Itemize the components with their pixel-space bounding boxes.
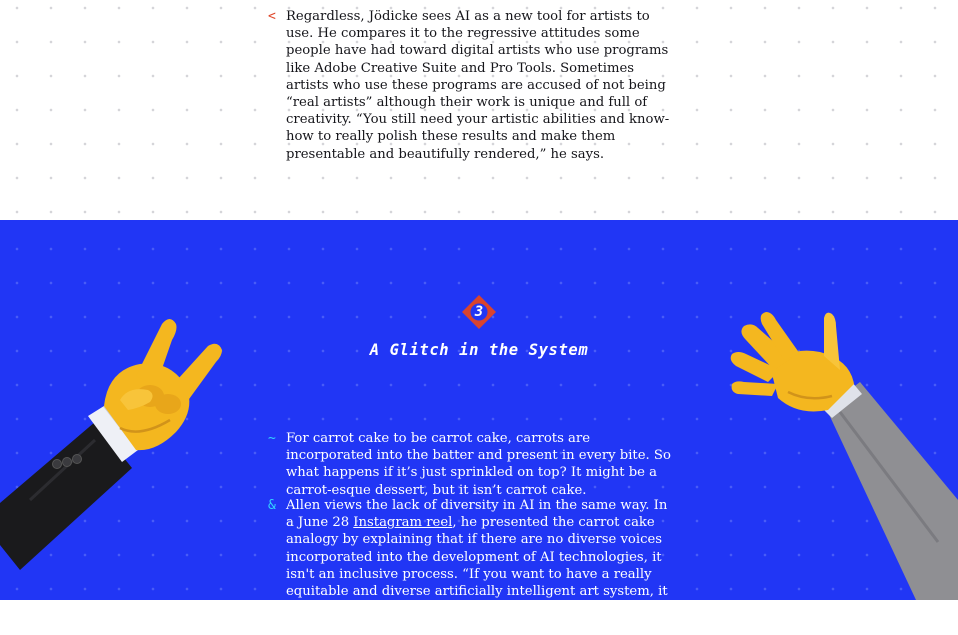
intro-paragraph-text: Regardless, Jödicke sees AI as a new tool for artists to use. He compares it to the regressive attitudes some people have had toward digital artists who use programs like Adobe Creative Suite and Pro Tools. Sometimes artists who use these programs are accused of not being “real artists” although their work is unique and full of creativity. “You still need your artistic abilities and know-how to really polish these results and make them presentable and beautifully rendered,” he says. bbox=[286, 9, 670, 162]
paragraph-marker: & bbox=[268, 498, 276, 513]
paragraph-marker: ~ bbox=[268, 431, 276, 446]
section-title: A Glitch in the System bbox=[369, 341, 589, 359]
paragraph-text: For carrot cake to be carrot cake, carrots are incorporated into the batter and present in every bite. So what happens if it’s just sprinkled on top? It might be a carrot-esque dessert, but it isn’t carrot cake. bbox=[286, 431, 671, 498]
section-glitch bbox=[0, 220, 958, 634]
carrot-cake-paragraph bbox=[286, 430, 678, 499]
diversity-paragraph bbox=[286, 497, 678, 635]
intro-section bbox=[0, 0, 958, 220]
paragraph-text-after-link: , he presented the carrot cake analogy by explaining that if there are no diverse voices incorporated into the development of AI technologies, it isn't an inclusive process. “If you want to have a really equitable and diverse artificially intelligent art system, it needs to include a diverse set of people from the beginning,” he says. bbox=[286, 515, 668, 634]
section-number: 3 bbox=[474, 304, 484, 320]
intro-marker: < bbox=[268, 9, 276, 24]
instagram-reel-link[interactable]: Instagram reel bbox=[353, 515, 453, 531]
intro-paragraph bbox=[286, 8, 678, 163]
paragraph-text-before-link: Allen views the lack of diversity in AI in the same way. In a June 28 bbox=[286, 498, 668, 531]
paragraph-text bbox=[286, 497, 678, 635]
